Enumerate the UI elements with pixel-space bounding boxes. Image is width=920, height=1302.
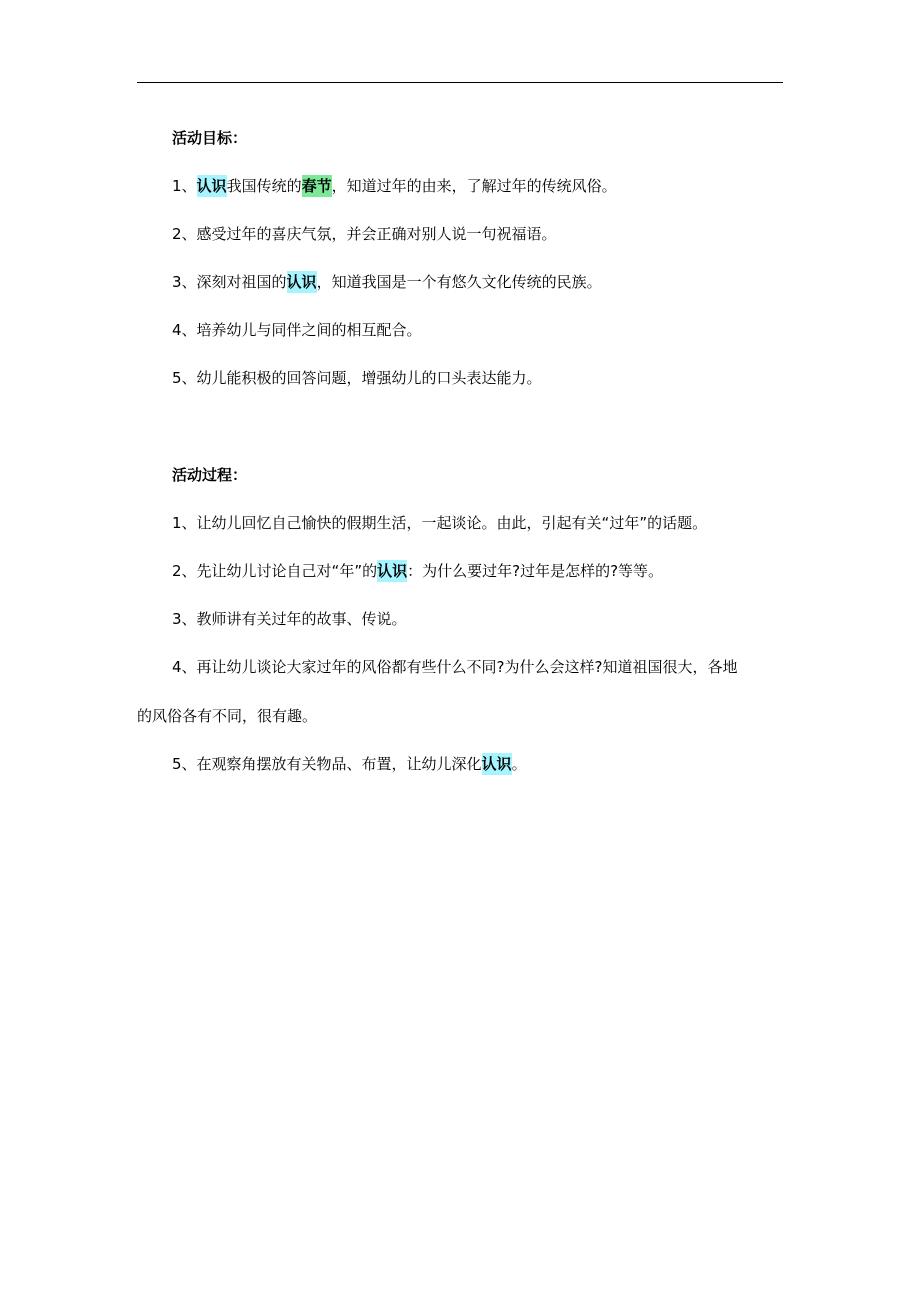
goal-item-1-text-b: ，知道过年的由来，了解过年的传统风俗。 bbox=[331, 177, 617, 195]
goals-heading: 活动目标： bbox=[172, 129, 248, 147]
goal-item-3-text-b: ，知道我国是一个有悠久文化传统的民族。 bbox=[316, 273, 602, 291]
goal-item-3-text-a: 3、深刻对祖国的 bbox=[172, 273, 287, 291]
highlight-keyword: 春节 bbox=[301, 177, 332, 195]
goal-item-1 bbox=[172, 175, 617, 197]
highlight-keyword: 认识 bbox=[196, 177, 227, 195]
process-item-5-text-b: 。 bbox=[511, 755, 527, 773]
process-item-3: 3、教师讲有关过年的故事、传说。 bbox=[172, 610, 407, 628]
header-rule bbox=[137, 82, 783, 83]
goal-item-5: 5、幼儿能积极的回答问题，增强幼儿的口头表达能力。 bbox=[172, 369, 542, 387]
highlight-keyword: 认识 bbox=[286, 273, 317, 291]
process-item-5 bbox=[172, 753, 527, 775]
process-item-4-line-1: 4、再让幼儿谈论大家过年的风俗都有些什么不同?为什么会这样?知道祖国很大，各地 bbox=[172, 658, 738, 676]
goal-item-2: 2、感受过年的喜庆气氛，并会正确对别人说一句祝福语。 bbox=[172, 225, 557, 243]
process-heading: 活动过程： bbox=[172, 466, 248, 484]
highlight-keyword: 认识 bbox=[481, 755, 512, 773]
process-item-2 bbox=[172, 560, 663, 582]
goal-item-1-number: 1、 bbox=[172, 177, 197, 195]
process-item-2-text-b: ：为什么要过年?过年是怎样的?等等。 bbox=[407, 562, 664, 580]
process-item-5-text-a: 5、在观察角摆放有关物品、布置，让幼儿深化 bbox=[172, 755, 482, 773]
process-item-4-line-2: 的风俗各有不同，很有趣。 bbox=[137, 707, 318, 725]
goal-item-1-text-a: 我国传统的 bbox=[226, 177, 302, 195]
process-item-1: 1、让幼儿回忆自己愉快的假期生活，一起谈论。由此，引起有关“过年”的话题。 bbox=[172, 514, 708, 532]
goal-item-3 bbox=[172, 271, 602, 293]
process-item-2-text-a: 2、先让幼儿讨论自己对“年”的 bbox=[172, 562, 378, 580]
highlight-keyword: 认识 bbox=[377, 562, 408, 580]
goal-item-4: 4、培养幼儿与同伴之间的相互配合。 bbox=[172, 321, 422, 339]
